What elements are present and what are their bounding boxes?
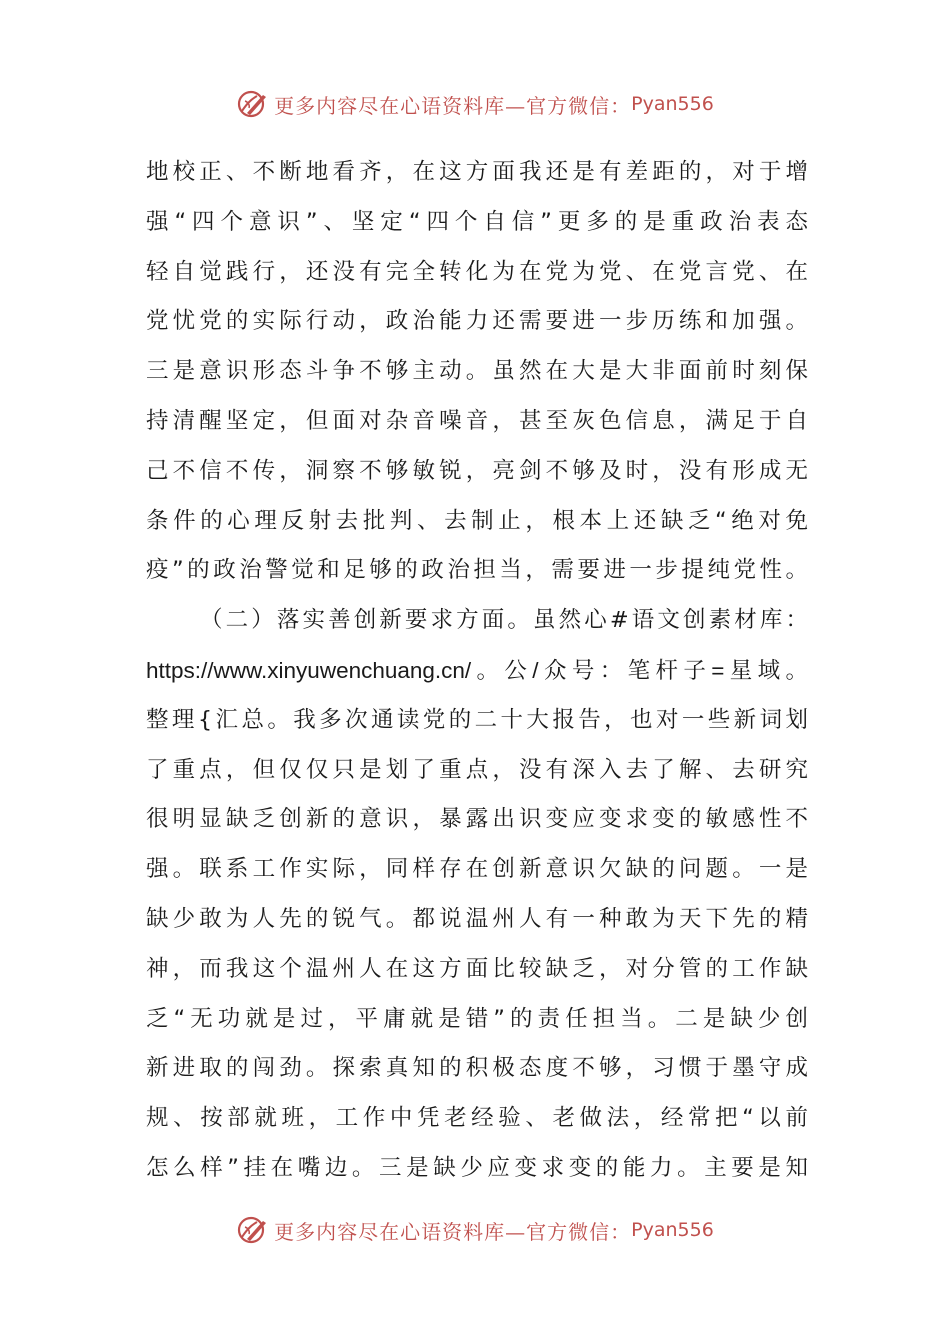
text-line: 很明显缺乏创新的意识，暴露出识变应变求变的敏感性不: [146, 806, 808, 833]
text-line: 党忧党的实际行动，政治能力还需要进一步历练和加强。: [146, 308, 808, 335]
pen-logo-icon: [236, 89, 270, 119]
text-line: 怎么样”挂在嘴边。三是缺少应变求变的能力。主要是知: [146, 1154, 808, 1181]
url-line: https://www.xinyuwenchuang.cn/。公/众号：笔杆子=星域。: [146, 657, 808, 683]
document-body: [146, 148, 808, 1194]
text-line: 三是意识形态斗争不够主动。虽然在大是大非面前时刻保: [146, 358, 808, 385]
text-line: 神，而我这个温州人在这方面比较缺乏，对分管的工作缺: [146, 955, 808, 982]
text-line: 己不信不传，洞察不够敏锐，亮剑不够及时，没有形成无: [146, 457, 808, 484]
text-line: 乏“无功就是过，平庸就是错”的责任担当。二是缺少创: [146, 1005, 808, 1032]
text-line: 强“四个意识”、坚定“四个自信”更多的是重政治表态: [146, 208, 808, 235]
text-line: 强。联系工作实际，同样存在创新意识欠缺的问题。一是: [146, 856, 808, 883]
footer-watermark: [0, 1212, 950, 1248]
text-line: 地校正、不断地看齐，在这方面我还是有差距的，对于增: [146, 159, 808, 185]
text-line: 缺少敢为人先的锐气。都说温州人有一种敢为天下先的精: [146, 905, 808, 932]
watermark-wechat-id: Pyan556: [631, 93, 714, 115]
text-line: 疫”的政治警觉和足够的政治担当，需要进一步提纯党性。: [146, 557, 808, 584]
header-watermark: [0, 86, 950, 122]
text-line: 持清醒坚定，但面对杂音噪音，甚至灰色信息，满足于自: [146, 407, 808, 434]
text-line: 条件的心理反射去批判、去制止，根本上还缺乏“绝对免: [146, 507, 808, 534]
text-line: 规、按部就班，工作中凭老经验、老做法，经常把“以前: [146, 1105, 808, 1132]
text-line: 整理{汇总。我多次通读党的二十大报告，也对一些新词划: [146, 706, 808, 733]
text-line: 了重点，但仅仅只是划了重点，没有深入去了解、去研究: [146, 756, 808, 783]
watermark-text: 更多内容尽在心语资料库—官方微信：: [274, 1219, 632, 1244]
text-line: 轻自觉践行，还没有完全转化为在党为党、在党言党、在: [146, 258, 808, 285]
pen-logo-icon: [236, 1215, 270, 1245]
watermark-text: 更多内容尽在心语资料库—官方微信：: [274, 93, 632, 118]
text-line: 新进取的闯劲。探索真知的积极态度不够，习惯于墨守成: [146, 1055, 808, 1082]
watermark-wechat-id: Pyan556: [631, 1219, 714, 1241]
section-heading-line: （二）落实善创新要求方面。虽然心#语文创素材库：: [200, 607, 808, 634]
